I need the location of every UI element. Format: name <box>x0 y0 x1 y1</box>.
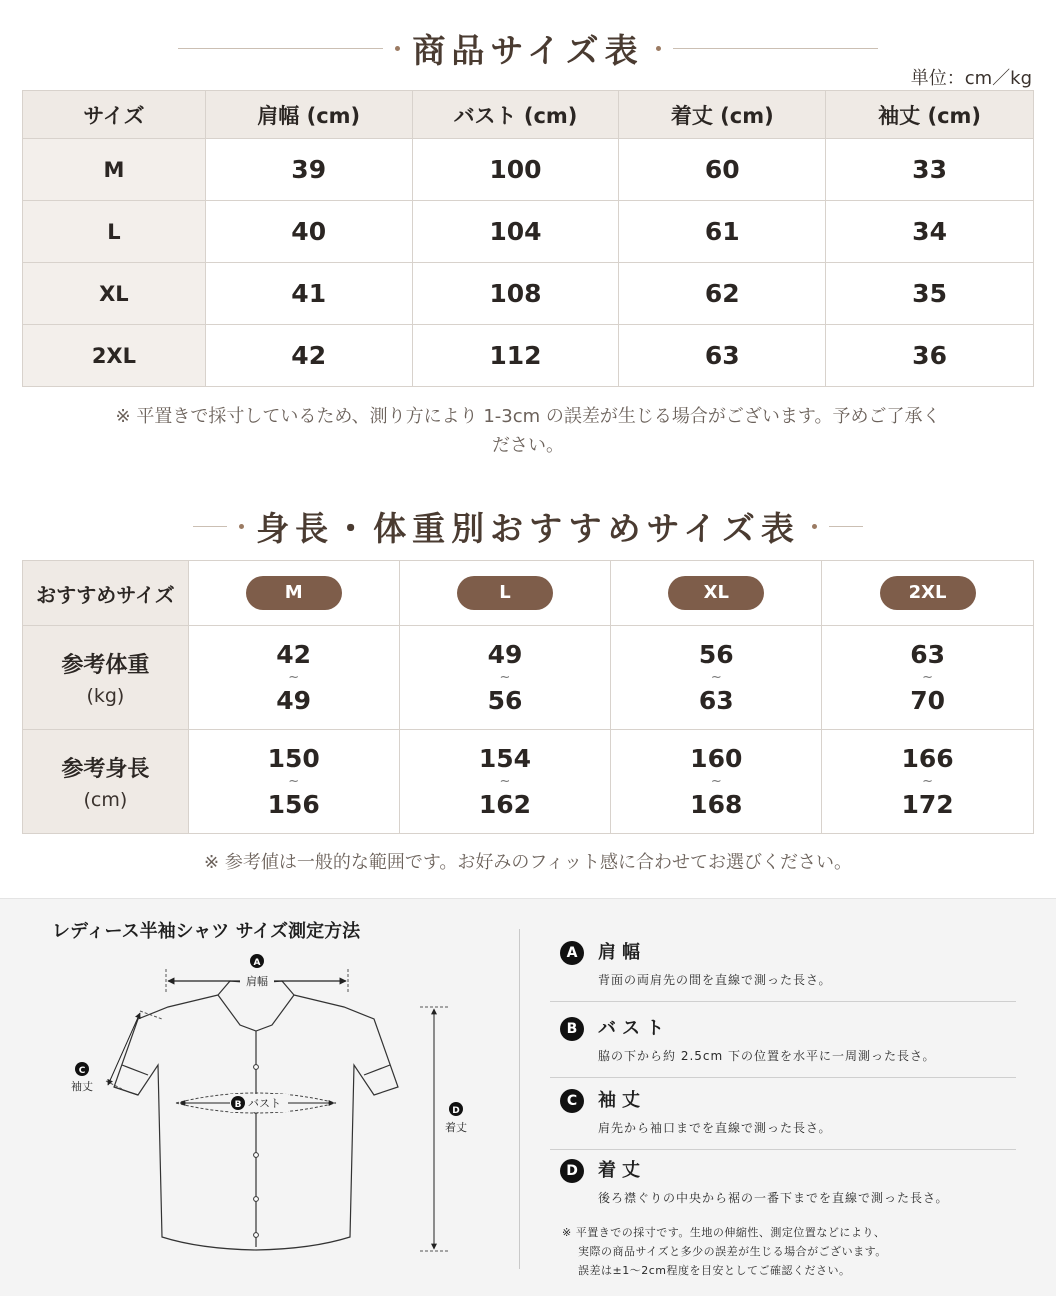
badge-b-icon: B <box>560 1017 584 1041</box>
badge-d-icon: D <box>560 1159 584 1183</box>
bust-cell: 104 <box>412 201 619 263</box>
range-max: 70 <box>910 685 945 715</box>
size-cell: L <box>23 201 206 263</box>
bust-cell: 108 <box>412 263 619 325</box>
column-header-shoulder: 肩幅 (cm) <box>205 91 412 139</box>
recommend-size-row <box>23 561 1034 626</box>
measurement-note-line2: 実際の商品サイズと多少の誤差が生じる場合がございます。 <box>578 1245 887 1258</box>
range-min: 49 <box>487 639 523 669</box>
range-min: 150 <box>267 743 320 773</box>
recommend-title: 身長・体重別おすすめサイズ表 <box>256 508 800 548</box>
item-separator <box>550 1001 1016 1002</box>
diagram-label-length: 着丈 <box>445 1121 467 1134</box>
range-min: 42 <box>276 639 312 669</box>
size-chart-title-bar <box>0 24 1056 72</box>
range-tilde: ~ <box>922 669 934 685</box>
weight-row <box>23 626 1034 730</box>
range-tilde: ~ <box>499 669 511 685</box>
weight-header <box>23 626 189 730</box>
size-cell: M <box>23 139 206 201</box>
title-rule-right <box>673 48 878 49</box>
measurement-title: レディース半袖シャツ サイズ測定方法 <box>52 921 361 942</box>
badge-a-icon: A <box>560 941 584 965</box>
measurement-note <box>562 1223 887 1280</box>
item-separator <box>550 1077 1016 1078</box>
sleeve-cell: 33 <box>826 139 1034 201</box>
shoulder-cell: 39 <box>205 139 412 201</box>
weight-label: 参考体重 <box>61 653 150 678</box>
measure-item-title: バスト <box>598 1018 670 1039</box>
title-dot-right <box>812 524 817 529</box>
range-tilde: ~ <box>288 773 300 789</box>
diagram-letter-c: C <box>78 1066 86 1076</box>
title-dot-left <box>395 46 400 51</box>
title-rule-left <box>193 526 227 527</box>
range-tilde: ~ <box>710 669 722 685</box>
measure-item-title: 着丈 <box>598 1160 646 1181</box>
table-row <box>23 201 1034 263</box>
size-chart-note-line2: ださい。 <box>492 435 564 456</box>
size-pill-cell <box>822 561 1034 626</box>
measure-item-desc: 後ろ襟ぐりの中央から裾の一番下までを直線で測った長さ。 <box>598 1191 949 1205</box>
size-pill: 2XL <box>880 576 976 610</box>
shoulder-cell: 42 <box>205 325 412 387</box>
height-range-cell <box>188 730 399 834</box>
weight-range-cell <box>188 626 399 730</box>
title-dot-left <box>239 524 244 529</box>
diagram-letter-a: A <box>253 958 261 968</box>
size-pill-cell <box>399 561 611 626</box>
size-pill-cell <box>188 561 399 626</box>
range-tilde: ~ <box>499 773 511 789</box>
range-max: 63 <box>698 685 734 715</box>
range-max: 156 <box>267 789 320 819</box>
table-row <box>23 325 1034 387</box>
range-min: 56 <box>698 639 734 669</box>
range-max: 172 <box>901 789 954 819</box>
weight-unit: (kg) <box>86 685 125 707</box>
unit-label: 単位：cm／kg <box>910 68 1032 89</box>
column-header-length: 着丈 (cm) <box>619 91 826 139</box>
weight-range-cell <box>822 626 1034 730</box>
measure-item-title: 肩幅 <box>598 942 646 963</box>
height-header <box>23 730 189 834</box>
size-chart-note <box>40 402 1016 460</box>
range-tilde: ~ <box>710 773 722 789</box>
column-header-sleeve: 袖丈 (cm) <box>826 91 1034 139</box>
sleeve-arrow <box>108 1013 140 1085</box>
size-table <box>22 90 1034 387</box>
bust-cell: 112 <box>412 325 619 387</box>
height-range-cell <box>822 730 1034 834</box>
size-cell: 2XL <box>23 325 206 387</box>
size-pill-cell <box>611 561 822 626</box>
shirt-outline <box>114 981 398 1250</box>
range-tilde: ~ <box>922 773 934 789</box>
diagram-letter-b: B <box>234 1100 242 1110</box>
height-range-cell <box>399 730 611 834</box>
range-min: 160 <box>690 743 743 773</box>
height-row <box>23 730 1034 834</box>
diagram-letter-d: D <box>452 1106 460 1116</box>
measure-item-desc: 肩先から袖口までを直線で測った長さ。 <box>598 1121 832 1135</box>
bust-cell: 100 <box>412 139 619 201</box>
recommend-size-header: おすすめサイズ <box>23 561 189 626</box>
sleeve-cell: 35 <box>826 263 1034 325</box>
measurement-note-line3: 誤差は±1～2cm程度を目安としてご確認ください。 <box>578 1264 851 1277</box>
measure-item-desc: 背面の両肩先の間を直線で測った長さ。 <box>598 973 832 987</box>
title-rule-left <box>178 48 383 49</box>
range-min: 166 <box>901 743 954 773</box>
shoulder-cell: 40 <box>205 201 412 263</box>
range-max: 56 <box>487 685 523 715</box>
item-separator <box>550 1149 1016 1150</box>
length-cell: 63 <box>619 325 826 387</box>
height-label: 参考身長 <box>61 757 150 782</box>
sleeve-cell: 34 <box>826 201 1034 263</box>
size-cell: XL <box>23 263 206 325</box>
weight-range-cell <box>611 626 822 730</box>
shoulder-cell: 41 <box>205 263 412 325</box>
recommend-title-bar <box>0 502 1056 550</box>
range-tilde: ~ <box>288 669 300 685</box>
length-cell: 61 <box>619 201 826 263</box>
range-min: 63 <box>910 639 945 669</box>
size-pill: M <box>246 576 342 610</box>
recommend-table <box>22 560 1034 834</box>
range-max: 162 <box>478 789 532 819</box>
title-rule-right <box>829 526 863 527</box>
measurement-note-line1: ※ 平置きでの採寸です。生地の伸縮性、測定位置などにより、 <box>562 1226 886 1239</box>
size-table-header-row <box>23 91 1034 139</box>
size-pill: XL <box>668 576 764 610</box>
length-cell: 62 <box>619 263 826 325</box>
sleeve-cell: 36 <box>826 325 1034 387</box>
diagram-label-bust: バスト <box>248 1097 281 1110</box>
column-header-bust: バスト (cm) <box>412 91 619 139</box>
size-chart-title: 商品サイズ表 <box>412 30 644 70</box>
range-max: 168 <box>690 789 743 819</box>
range-max: 49 <box>276 685 312 715</box>
measure-item-desc: 脇の下から約 2.5cm 下の位置を水平に一周測った長さ。 <box>598 1049 936 1063</box>
size-chart-note-line1: ※ 平置きで採寸しているため、測り方により 1-3cm の誤差が生じる場合がございます。予めご了承く <box>115 406 941 427</box>
table-row <box>23 139 1034 201</box>
recommend-note: ※ 参考値は一般的な範囲です。お好みのフィット感に合わせてお選びください。 <box>204 852 852 873</box>
diagram-label-shoulder: 肩幅 <box>246 975 268 988</box>
measure-item-title: 袖丈 <box>598 1090 646 1111</box>
weight-range-cell <box>399 626 611 730</box>
badge-c-icon: C <box>560 1089 584 1113</box>
panel-divider <box>519 929 520 1269</box>
size-pill: L <box>457 576 553 610</box>
diagram-label-sleeve: 袖丈 <box>71 1080 93 1093</box>
table-row <box>23 263 1034 325</box>
title-dot-right <box>656 46 661 51</box>
length-cell: 60 <box>619 139 826 201</box>
height-unit: (cm) <box>83 789 128 811</box>
height-range-cell <box>611 730 822 834</box>
measurement-panel <box>0 898 1056 1296</box>
shirt-diagram <box>40 947 480 1267</box>
range-min: 154 <box>478 743 532 773</box>
column-header-size: サイズ <box>23 91 206 139</box>
